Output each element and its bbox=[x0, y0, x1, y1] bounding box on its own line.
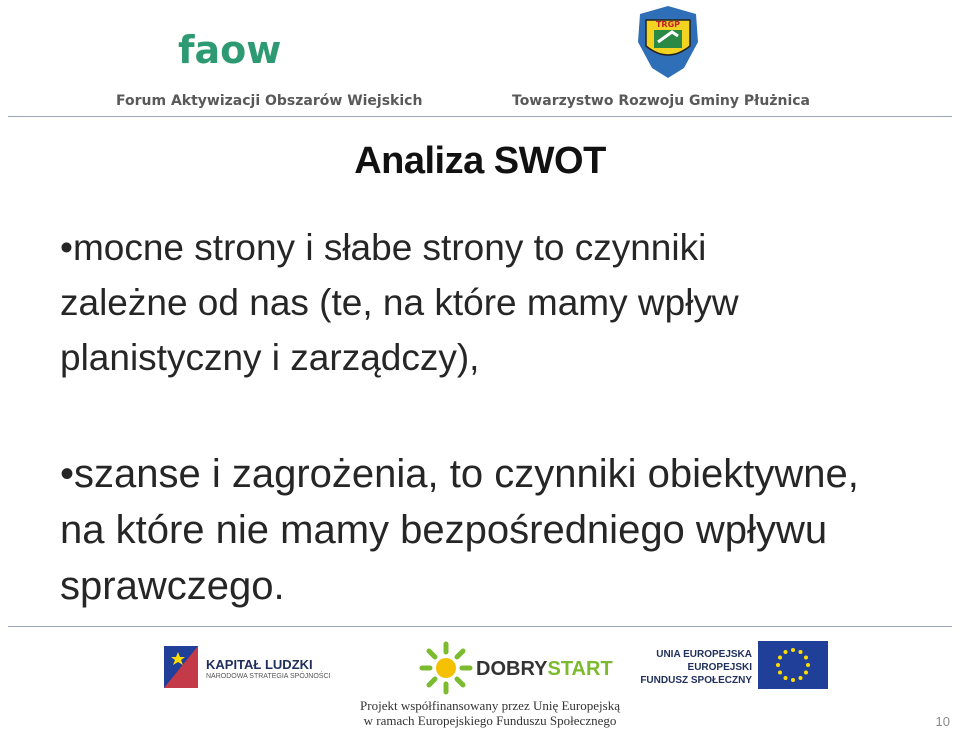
dobry-start-part2: START bbox=[547, 658, 613, 680]
faow-logo bbox=[178, 30, 348, 70]
text-line: •mocne strony i słabe strony to czynniki bbox=[60, 227, 707, 268]
trgp-logo bbox=[628, 2, 708, 82]
eu-line: UNIA EUROPEJSKA bbox=[656, 649, 752, 660]
project-line: Projekt współfinansowany przez Unię Europejską bbox=[360, 698, 620, 713]
project-funding-note bbox=[340, 698, 640, 728]
eu-flag-icon bbox=[758, 641, 828, 689]
slide-title: Analiza SWOT bbox=[354, 140, 606, 182]
text-line: •szanse i zagrożenia, to czynniki obiektywne, bbox=[60, 452, 859, 496]
footer-divider bbox=[8, 626, 952, 627]
text-line: na które nie mamy bezpośredniego wpływu bbox=[60, 508, 828, 552]
eu-line: FUNDUSZ SPOŁECZNY bbox=[640, 675, 752, 686]
trgp-caption: Towarzystwo Rozwoju Gminy Płużnica bbox=[512, 93, 810, 109]
kapital-ludzki-subtitle: NARODOWA STRATEGIA SPÓJNOŚCI bbox=[206, 673, 331, 680]
kapital-ludzki-title: KAPITAŁ LUDZKI bbox=[206, 657, 313, 672]
faow-caption: Forum Aktywizacji Obszarów Wiejskich bbox=[116, 93, 423, 109]
eu-label bbox=[640, 648, 752, 687]
page-number: 10 bbox=[935, 714, 950, 729]
svg-text:TRGP: TRGP bbox=[655, 20, 681, 29]
text-line: planistyczny i zarządczy), bbox=[60, 337, 480, 378]
bullet-opportunities-threats bbox=[60, 446, 930, 614]
dobry-start-part1: DOBRY bbox=[476, 658, 548, 680]
header-divider bbox=[8, 116, 952, 117]
eu-line: EUROPEJSKI bbox=[687, 662, 752, 673]
text-line: sprawczego. bbox=[60, 564, 285, 608]
text-line: zależne od nas (te, na które mamy wpływ bbox=[60, 282, 739, 323]
project-line: w ramach Europejskiego Funduszu Społecznego bbox=[363, 713, 617, 728]
svg-text:faow: faow bbox=[178, 30, 282, 70]
dobry-start-wordmark bbox=[476, 658, 613, 681]
dobry-start-sun-icon bbox=[418, 640, 474, 696]
bullet-strengths-weaknesses bbox=[60, 220, 930, 385]
